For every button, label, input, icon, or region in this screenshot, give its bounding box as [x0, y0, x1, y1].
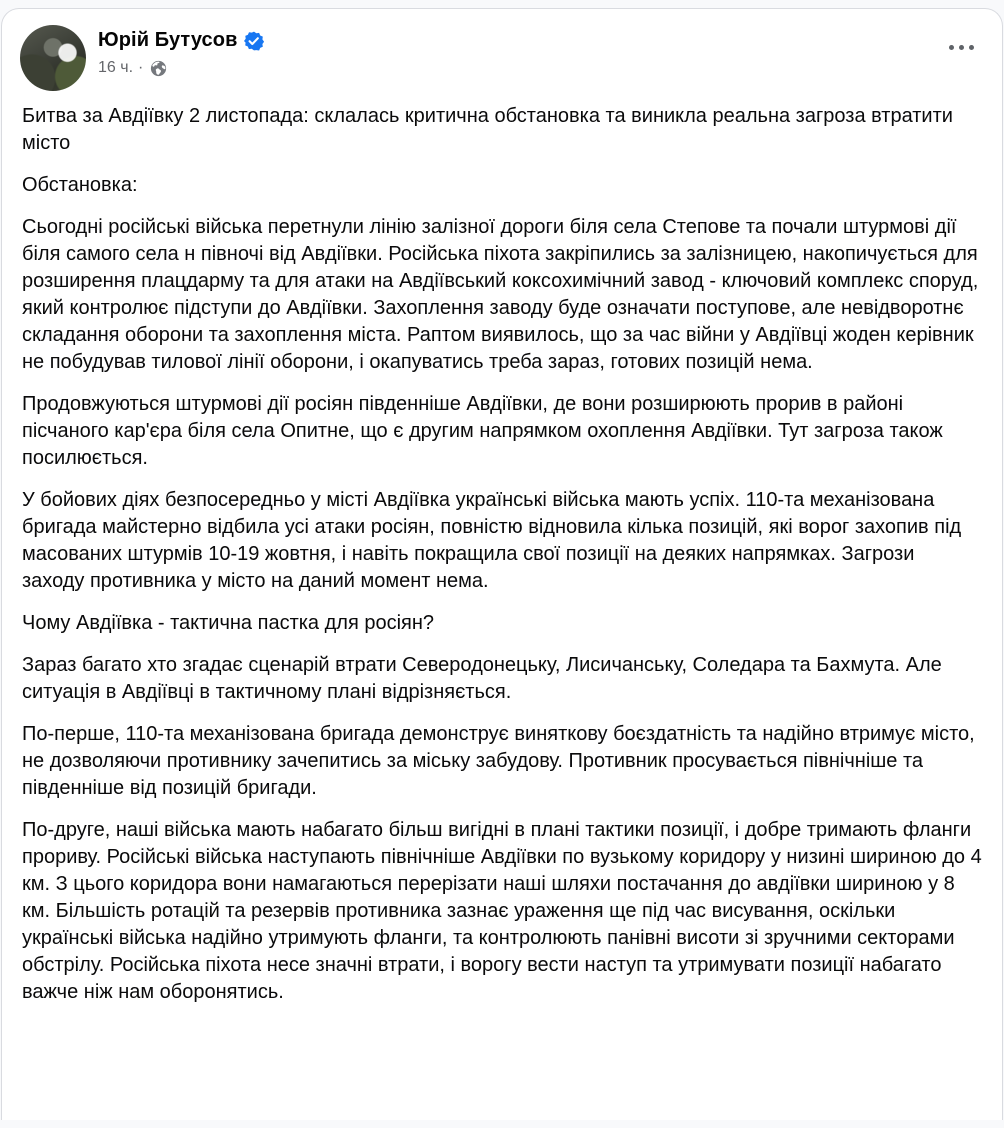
meta-separator: · [138, 59, 144, 76]
verified-badge-icon [244, 31, 264, 51]
post-paragraph: Битва за Авдіївку 2 листопада: склалась критична обстановка та виникла реальна загроза втратити місто [22, 105, 959, 154]
post-header [2, 9, 1002, 99]
post-paragraph: По-перше, 110-та механізована бригада демонструє виняткову боєздатність та надійно втримує місто, не дозволяючи противнику зачепитись за міську забудову. Противник просувається північніше та південніше від позицій бригади. [22, 723, 981, 799]
post-paragraph: Зараз багато хто згадає сценарій втрати Северодонецьку, Лисичанську, Соледара та Бахмута. Але ситуація в Авдіївці в тактичному плані відрізняється. [22, 654, 948, 703]
post-paragraph: Продовжуються штурмові дії росіян південніше Авдіївки, де вони розширюють прорив в районі пісчаного кар'єра біля села Опитне, що є другим напрямком охоплення Авдіївки. Тут загроза також посилюється. [22, 393, 949, 469]
avatar[interactable] [20, 25, 86, 91]
post-meta [98, 59, 264, 77]
author-name-link[interactable]: Юрій Бутусов [98, 29, 238, 51]
more-options-icon [949, 45, 954, 50]
author-block [98, 25, 264, 77]
globe-icon [150, 60, 167, 77]
post-paragraph: Сьогодні російські війська перетнули лінію залізної дороги біля села Степове та почали штурмові дії біля самого села н півночі від Авдіївки. Російська піхота закріпились за залізницею, накопичується для розширення плацдарму та для атаки на Авдіївський коксохимічний завод - ключовий комплекс споруд, який контролює підступи до Авдіївки. Захоплення заводу буде означати поступове, але невідворотнє складання оборони та захоплення міста. Раптом виявилось, що за час війни у Авдіївці жоден керівник не побудував тилової лінії оборони, і окапуватись треба зараз, готових позицій нема. [22, 216, 984, 373]
post-paragraph: По-друге, наші війська мають набагато більш вигідні в плані тактики позиції, і добре тримають фланги прориву. Російські війська наступають північніше Авдіївки по вузькому коридору у низині шириною до 4 км. З цього коридора вони намагаються перерізати наші шляхи постачання до авдіївки шириною у 8 км. Більшість ротацій та резервів противника зазнає ураження ще під час висування, оскільки українські війська надійно утримують фланги, та контролюють панівні висоти зі зручними секторами обстрілу. Російська піхота несе значні втрати, і ворогу вести наступ та утримувати позиції набагато важче ніж нам оборонятись. [22, 819, 988, 1003]
timestamp-link[interactable]: 16 ч. [98, 59, 134, 76]
post-paragraph: Обстановка: [22, 174, 138, 196]
post-paragraph: Чому Авдіївка - тактична пастка для росіян? [22, 612, 435, 634]
post-paragraph: У бойових діях безпосередньо у місті Авдіївка українські війська мають успіх. 110-та механізована бригада майстерно відбила усі атаки росіян, повністю відновила кілька позицій, які ворог захопив під масованих штурмів 10-19 жовтня, і навіть покращила свої позиції на деяких напрямках. Загрози заходу противника у місто на даний момент нема. [22, 489, 973, 592]
post-body-text [2, 99, 1002, 1006]
more-options-button[interactable] [943, 35, 980, 60]
facebook-post-card [1, 8, 1003, 1120]
